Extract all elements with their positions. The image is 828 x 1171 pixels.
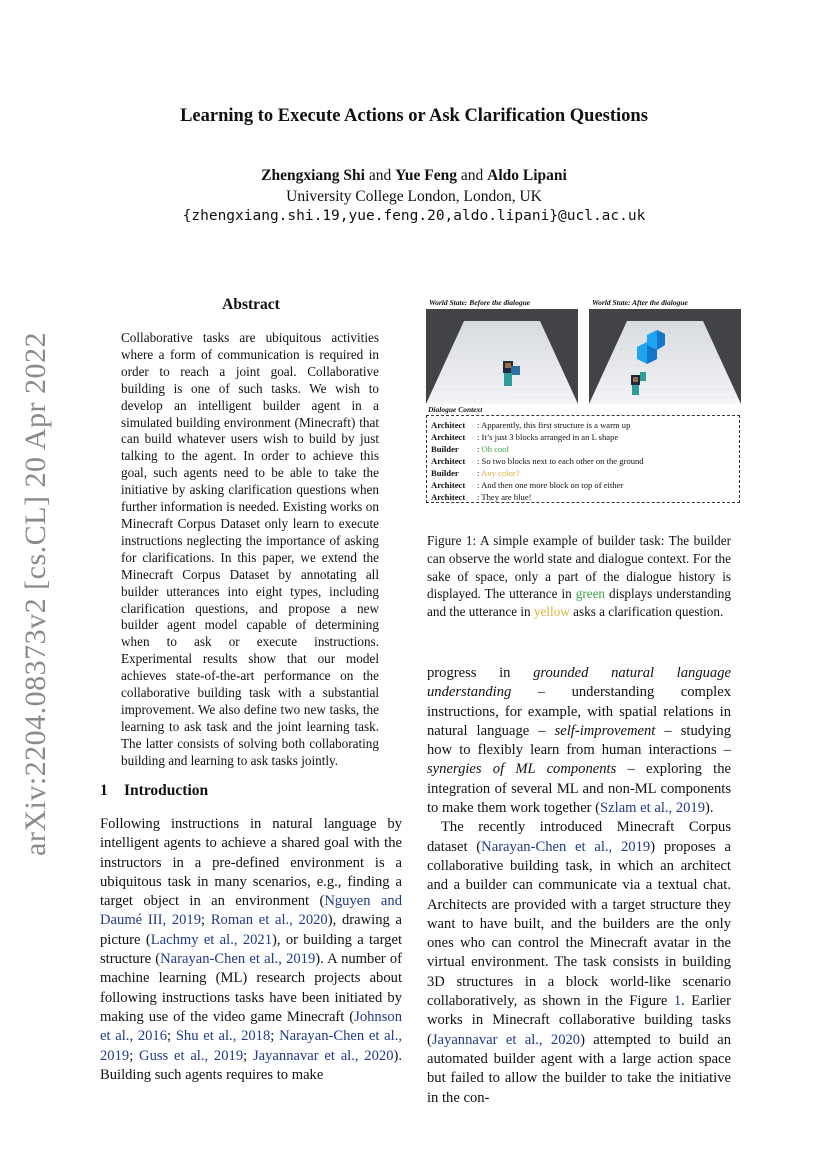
citation-link[interactable]: Nguyen and Daumé III, 2019: [100, 893, 402, 929]
body-text: ), drawing a picture (: [100, 912, 403, 948]
body-text: – exploring the integration of several ML and non-ML components to make them work together (: [427, 761, 731, 817]
citation-link[interactable]: Guss et al., 2019: [139, 1047, 244, 1064]
author-separator: and: [368, 167, 392, 184]
body-text: ;: [167, 1028, 176, 1045]
body-text: ) proposes a collaborative building task, in which an architect and a builder can communicate via a textual chat. Architects are provided with a target structure they want to have built, and the builders are the only ones who can control the Minecraft avatar in the virtual environment. The task consists in building 3D structures in a block world-like scenario collaboratively, as shown in the Figure: [427, 838, 731, 1010]
author-list: [0, 167, 828, 185]
citation-link[interactable]: Johnson et al., 2016: [100, 1008, 402, 1045]
abstract-heading: Abstract: [222, 296, 280, 313]
intro-paragraph: [427, 818, 731, 1107]
emphasis-text: grounded natural language understanding: [427, 665, 731, 701]
dialogue-context-label: Dialogue Context: [428, 405, 483, 414]
citation-link[interactable]: Narayan-Chen et al., 2019: [481, 838, 651, 855]
arxiv-id: arXiv:2204.08373v2 [cs.CL] 20 Apr 2022: [19, 332, 52, 856]
citation-link[interactable]: Jayannavar et al., 2020: [431, 1031, 581, 1048]
citation-link[interactable]: Narayan-Chen et al., 2019: [160, 951, 316, 968]
world-after-image: [589, 309, 741, 404]
body-text: ). Building such agents requires to make: [100, 1047, 403, 1083]
author-name: Aldo Lipani: [487, 167, 567, 184]
abstract-text: Collaborative tasks are ubiquitous activities where a form of communication is required in order to reach a joint goal. Collaborative building is one of such tasks. We wish to develop an intelligent builder agent in a simulated building environment (Minecraft) that can build whatever users wish to build by just talking to the agent. In order to achieve this goal, such agents need to be able to take the initiative by asking clarification questions when further information is needed. Existing works on Minecraft Corpus Dataset only learn to execute instructions neglecting the importance of asking for clarifications. In this paper, we extend the Minecraft Corpus Dataset by annotating all builder utterances into eight types, including clarification questions, and propose a new builder agent model capable of determining when to ask or execute instructions. Experimental results show that our model achieves state-of-the-art performance on the collaborative building task with a substantial improvement. We also define two new tasks, the learning to ask task and the joint learning task. The latter consists of solving both collaborating building and learning to ask tasks jointly.: [121, 330, 379, 768]
citation-link[interactable]: Szlam et al., 2019: [600, 800, 706, 817]
author-name: Yue Feng: [395, 167, 457, 184]
emphasis-text: self-improvement: [554, 722, 656, 739]
body-text: ).: [705, 800, 714, 817]
section-heading: [100, 782, 208, 800]
dialogue-line: Architect : So two blocks next to each other on the ground: [431, 456, 644, 466]
body-text: – studying how to flexibly learn from human interactions –: [427, 722, 731, 759]
intro-paragraph: [427, 664, 731, 818]
after-label: World State: After the dialogue: [592, 298, 688, 307]
citation-link[interactable]: Shu et al., 2018: [175, 1028, 271, 1045]
dialogue-line: Builder : Any color?: [431, 468, 520, 478]
affiliation: University College London, London, UK: [286, 188, 542, 205]
body-text: – understanding complex instructions, for example, with spatial relations in natural language –: [427, 684, 731, 739]
citation-link[interactable]: Narayan-Chen et al., 2019: [100, 1028, 402, 1064]
body-text: . Earlier works in Minecraft collaborative building tasks (: [427, 993, 731, 1048]
body-text: Following instructions in natural language by intelligent agents to achieve a shared goal with the instructors in a pre-defined environment is a ubiquitous task in many scenarios, e.g., finding a target object in an environment (: [100, 816, 402, 910]
author-separator: and: [460, 167, 484, 184]
body-text: ;: [243, 1047, 253, 1064]
body-text: progress in: [427, 665, 534, 681]
body-text: ) attempted to build an automated builder agent with a large action space but failed to allow the builder to take the initiative in the con-: [427, 1031, 731, 1106]
citation-link[interactable]: Roman et al., 2020: [210, 912, 328, 929]
body-text: The recently introduced Minecraft Corpus dataset (: [427, 819, 731, 855]
author-emails: {zhengxiang.shi.19,yue.feng.20,aldo.lipani}@ucl.ac.uk: [182, 208, 646, 224]
body-text: ;: [270, 1028, 280, 1045]
intro-column-right: [427, 664, 731, 1108]
dialogue-line: Architect : And then one more block on top of either: [431, 480, 624, 490]
paper-title: Learning to Execute Actions or Ask Clarification Questions: [180, 106, 648, 126]
dialogue-line: Architect : Apparently, this first structure is a warm up: [431, 420, 631, 430]
before-label: World State: Before the dialogue: [429, 298, 531, 307]
dialogue-line: Architect : It’s just 3 blocks arranged in an L shape: [431, 432, 619, 442]
citation-link[interactable]: Jayannavar et al., 2020: [252, 1047, 394, 1064]
citation-link[interactable]: Lachmy et al., 2021: [150, 931, 273, 948]
body-text: ;: [201, 912, 211, 929]
world-after-scene: [589, 309, 741, 404]
world-before-scene: [426, 309, 578, 404]
author-name: Zhengxiang Shi: [261, 167, 365, 184]
body-text: ), or building a target structure (: [100, 931, 403, 968]
body-text: ;: [129, 1047, 140, 1064]
body-text: ). A number of machine learning (ML) research projects about following instructions tasks have been initiated by making use of the video game Minecraft (: [100, 951, 402, 1025]
dialogue-line: Builder : Oh cool: [431, 444, 509, 454]
intro-column-left: [100, 815, 402, 1085]
dialogue-box: [426, 415, 740, 503]
section-number: 1: [100, 782, 108, 799]
section-title: Introduction: [124, 782, 209, 799]
emphasis-text: synergies of ML components: [427, 761, 617, 778]
world-before-image: [426, 309, 578, 404]
citation-link[interactable]: 1: [673, 993, 682, 1010]
figure-caption: Figure 1: A simple example of builder task: The builder can observe the world state and dialogue context. For the sake of space, only a part of the dialogue history is displayed. The utterance in green displays understanding and the utterance in yellow asks a clarification question.: [427, 533, 731, 620]
dialogue-line: Architect : They are blue!: [431, 492, 532, 502]
